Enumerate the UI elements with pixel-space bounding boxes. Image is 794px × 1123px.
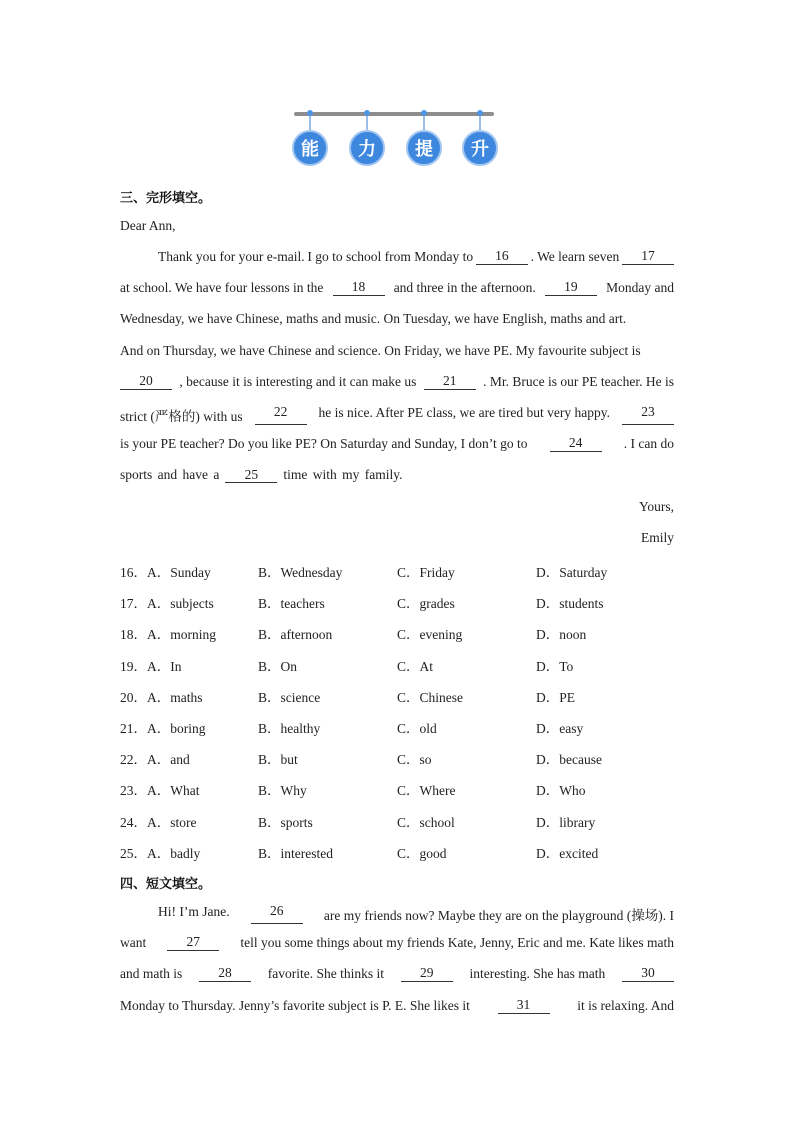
passage-text: Hi! I’m Jane.	[158, 904, 230, 919]
option-a: 22．A．and	[120, 752, 190, 768]
option-a: 16．A．Sunday	[120, 565, 211, 580]
answer-blank: 24	[550, 436, 602, 452]
option-d: D．because	[536, 752, 602, 768]
passage-text: strict (严格的) with us	[120, 409, 243, 424]
letter-closing: Yours,	[638, 499, 674, 514]
option-row	[120, 811, 674, 829]
passage-text: I go to school from Monday to	[307, 249, 474, 264]
banner-stem	[423, 116, 425, 130]
passage-text: Monday and	[606, 280, 674, 296]
option-c: C．Where	[397, 783, 456, 799]
option-row	[120, 779, 674, 797]
passage-line	[120, 467, 674, 483]
banner-stem	[309, 116, 311, 130]
passage-text: , because it is interesting and it can make us	[179, 373, 417, 389]
answer-blank: 21	[424, 374, 476, 390]
banner-char: 力	[349, 130, 385, 166]
passage-line	[120, 998, 674, 1014]
option-a: 21．A．boring	[120, 721, 206, 736]
passage-text: and three in the afternoon.	[393, 280, 536, 296]
option-a: 23．A．What	[120, 783, 200, 799]
passage-text: is your PE teacher? Do you like PE? On Saturday and Sunday, I don’t go to	[120, 436, 528, 452]
option-row	[120, 592, 674, 610]
option-b: B．sports	[258, 814, 313, 830]
letter-greeting: Dear Ann,	[120, 218, 176, 233]
section-4-title: 四、短文填空。	[120, 877, 212, 892]
option-b: B．Why	[258, 783, 307, 799]
answer-blank: 22	[255, 405, 307, 425]
option-c: C．evening	[397, 627, 463, 643]
banner-rail	[294, 112, 494, 116]
passage-line	[158, 904, 674, 924]
answer-blank: 16	[476, 249, 528, 265]
passage-line	[120, 374, 674, 390]
option-b: B．On	[258, 658, 298, 674]
answer-blank: 20	[120, 374, 172, 390]
answer-blank: 17	[622, 249, 674, 265]
passage-line	[120, 405, 674, 425]
option-a: 17．A．subjects	[120, 596, 214, 612]
banner-char: 升	[462, 130, 498, 166]
banner-char: 提	[406, 130, 442, 166]
option-row	[120, 842, 674, 860]
option-b: B．healthy	[258, 721, 321, 736]
passage-text: And on Thursday, we have Chinese and science. On Friday, we have PE. My favourite subject is	[120, 342, 641, 358]
passage-text: . We learn seven	[530, 249, 620, 264]
option-b: B．Wednesday	[258, 565, 343, 580]
option-row	[120, 655, 674, 673]
ability-banner	[294, 108, 496, 168]
passage-text: time with my family.	[283, 467, 403, 483]
passage-text: and math is	[120, 966, 183, 982]
option-a: 24．A．store	[120, 814, 197, 830]
option-a: 25．A．badly	[120, 845, 201, 861]
answer-blank: 31	[498, 998, 550, 1014]
passage-text: tell you some things about my friends Kate, Jenny, Eric and me. Kate likes math	[240, 935, 674, 951]
option-d: D．easy	[536, 721, 584, 736]
option-c: C．old	[397, 721, 437, 736]
option-a: 18．A．morning	[120, 627, 216, 643]
option-b: B．interested	[258, 845, 333, 861]
passage-text: Thank you for your e-mail.	[158, 249, 305, 264]
option-c: C．so	[397, 752, 432, 768]
answer-blank: 30	[622, 966, 674, 982]
option-c: C．Chinese	[397, 689, 463, 705]
passage-text: want	[120, 935, 147, 951]
option-row	[120, 623, 674, 641]
option-d: D．To	[536, 658, 574, 674]
option-d: D．noon	[536, 627, 587, 643]
option-c: C．At	[397, 658, 434, 674]
passage-text: . I can do	[623, 436, 674, 452]
banner-char: 能	[292, 130, 328, 166]
passage-text: it is relaxing. And	[577, 997, 674, 1013]
option-a: 19．A．In	[120, 658, 182, 674]
passage-text: at school. We have four lessons in the	[120, 280, 324, 296]
passage-text: sports and have a	[120, 467, 220, 483]
option-row	[120, 717, 674, 735]
option-a: 20．A．maths	[120, 689, 203, 705]
option-c: C．good	[397, 845, 447, 861]
option-b: B．but	[258, 752, 298, 768]
answer-blank: 25	[225, 468, 277, 483]
option-d: D．excited	[536, 845, 599, 861]
passage-line	[120, 436, 674, 452]
passage-text: . Mr. Bruce is our PE teacher. He is	[483, 373, 674, 389]
passage-text: favorite. She thinks it	[267, 966, 384, 982]
answer-blank: 23	[622, 405, 674, 425]
option-row	[120, 561, 674, 579]
option-b: B．science	[258, 689, 321, 705]
passage-text: Wednesday, we have Chinese, maths and music. On Tuesday, we have English, maths and art.	[120, 311, 627, 327]
answer-blank: 18	[333, 280, 385, 296]
passage-line	[120, 343, 674, 359]
passage-text: he is nice. After PE class, we are tired but very happy.	[318, 405, 611, 420]
answer-blank: 27	[167, 935, 219, 951]
answer-blank: 29	[401, 966, 453, 982]
passage-line	[120, 966, 674, 982]
option-row	[120, 748, 674, 766]
banner-stem	[366, 116, 368, 130]
section-3-title: 三、完形填空。	[120, 191, 212, 206]
option-b: B．afternoon	[258, 627, 333, 643]
banner-stem	[479, 116, 481, 130]
option-d: D．Who	[536, 783, 586, 799]
option-c: C．school	[397, 814, 455, 830]
option-d: D．PE	[536, 689, 576, 705]
passage-line	[120, 311, 674, 327]
passage-text: are my friends now? Maybe they are on the playground (操场). I	[323, 908, 674, 923]
option-c: C．Friday	[397, 565, 455, 580]
option-d: D．students	[536, 596, 604, 612]
passage-line	[120, 280, 674, 296]
passage-line	[120, 935, 674, 951]
answer-blank: 19	[545, 280, 597, 296]
passage-text: interesting. She has math	[469, 966, 606, 982]
passage-text: Monday to Thursday. Jenny’s favorite subject is P. E. She likes it	[120, 997, 470, 1013]
option-c: C．grades	[397, 596, 455, 612]
letter-signature: Emily	[641, 530, 674, 545]
answer-blank: 26	[251, 904, 303, 924]
option-d: D．Saturday	[536, 565, 608, 580]
passage-line	[158, 249, 674, 265]
option-row	[120, 686, 674, 704]
option-d: D．library	[536, 814, 596, 830]
answer-blank: 28	[199, 966, 251, 982]
option-b: B．teachers	[258, 596, 325, 612]
